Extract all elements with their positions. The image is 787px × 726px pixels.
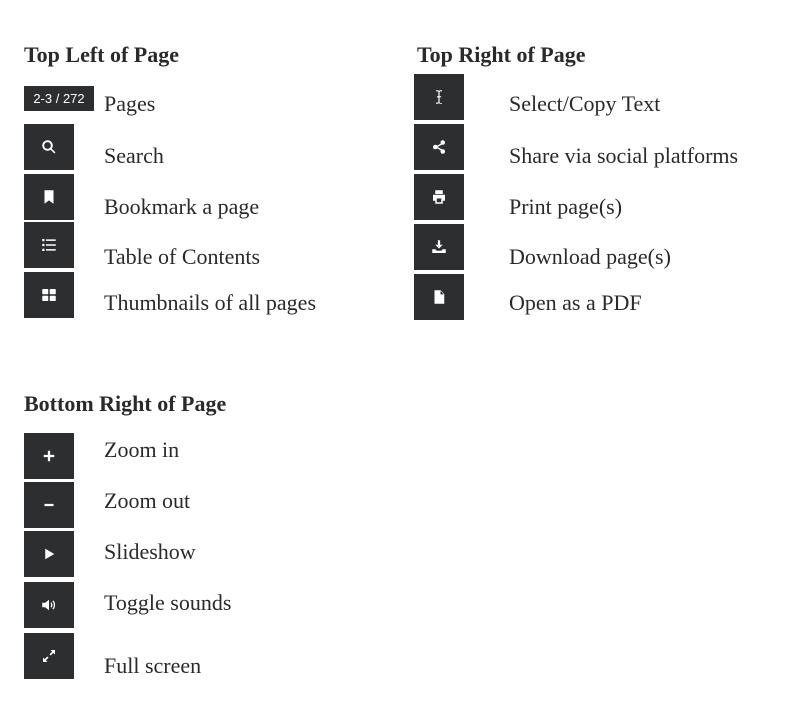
- zoom-in-button[interactable]: [24, 433, 74, 479]
- play-icon: [40, 545, 58, 563]
- row-toc: [24, 222, 384, 270]
- label-share: Share via social platforms: [509, 143, 739, 168]
- row-zoom-out: [24, 482, 384, 530]
- text-cursor-icon: [430, 88, 448, 106]
- row-thumbnails: [24, 272, 384, 320]
- row-zoom-in: [24, 433, 384, 481]
- share-button[interactable]: [414, 124, 464, 170]
- zoom-out-button[interactable]: [24, 482, 74, 528]
- heading-top-right: Top Right of Page: [417, 42, 586, 67]
- bookmark-icon: [40, 188, 58, 206]
- sound-icon: [40, 596, 58, 614]
- pdf-file-icon: [430, 288, 448, 306]
- label-print: Print page(s): [509, 194, 623, 219]
- pdf-button[interactable]: [414, 274, 464, 320]
- label-select-text: Select/Copy Text: [509, 91, 661, 116]
- label-bookmark: Bookmark a page: [104, 194, 260, 219]
- row-slideshow: [24, 531, 384, 579]
- zoom-in-icon: [40, 447, 58, 465]
- download-icon: [430, 238, 448, 256]
- row-download: [414, 224, 774, 272]
- label-zoom-in: Zoom in: [104, 437, 180, 462]
- label-slideshow: Slideshow: [104, 539, 196, 564]
- row-bookmark: [24, 174, 384, 222]
- select-text-button[interactable]: [414, 74, 464, 120]
- fullscreen-button[interactable]: [24, 633, 74, 679]
- bookmark-button[interactable]: [24, 174, 74, 220]
- heading-bottom-right: Bottom Right of Page: [24, 391, 227, 416]
- thumbnails-icon: [40, 286, 58, 304]
- page-counter[interactable]: 2-3 / 272: [24, 86, 94, 111]
- sound-button[interactable]: [24, 582, 74, 628]
- toc-icon: [40, 236, 58, 254]
- label-pdf: Open as a PDF: [509, 290, 642, 315]
- slideshow-button[interactable]: [24, 531, 74, 577]
- label-sound: Toggle sounds: [104, 590, 232, 615]
- row-fullscreen: [24, 633, 384, 681]
- row-sound: [24, 582, 384, 630]
- row-select-text: [414, 74, 774, 122]
- label-fullscreen: Full screen: [104, 653, 202, 678]
- row-print: [414, 174, 774, 222]
- zoom-out-icon: [40, 496, 58, 514]
- thumbnails-button[interactable]: [24, 272, 74, 318]
- label-toc: Table of Contents: [104, 244, 261, 269]
- label-search: Search: [104, 143, 164, 168]
- label-thumbnails: Thumbnails of all pages: [104, 290, 317, 315]
- label-download: Download page(s): [509, 244, 671, 269]
- search-icon: [40, 138, 58, 156]
- print-icon: [430, 188, 448, 206]
- row-search: [24, 124, 384, 172]
- label-zoom-out: Zoom out: [104, 488, 191, 513]
- print-button[interactable]: [414, 174, 464, 220]
- share-icon: [430, 138, 448, 156]
- heading-top-left: Top Left of Page: [24, 42, 180, 67]
- toc-button[interactable]: [24, 222, 74, 268]
- search-button[interactable]: [24, 124, 74, 170]
- row-pdf: [414, 274, 774, 322]
- row-share: [414, 124, 774, 172]
- download-button[interactable]: [414, 224, 464, 270]
- fullscreen-icon: [40, 647, 58, 665]
- label-pages: Pages: [104, 91, 156, 116]
